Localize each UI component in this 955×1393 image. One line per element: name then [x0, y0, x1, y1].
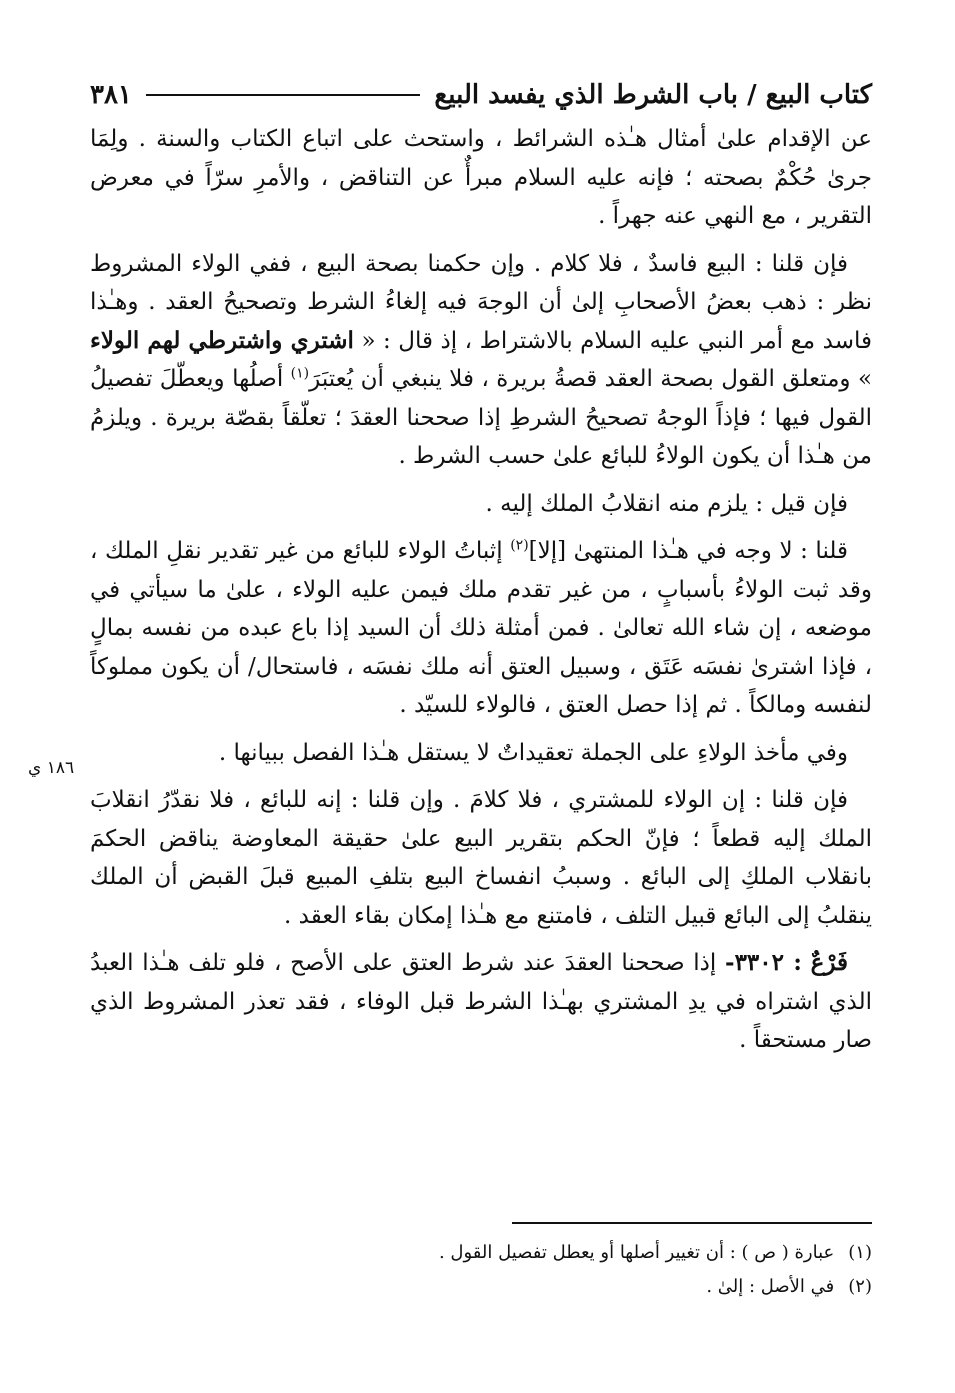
- paragraph-3-text: فإن قيل : يلزم منه انقلابُ الملك إليه .: [485, 490, 848, 517]
- page: [90, 70, 872, 1069]
- paragraph-1-text: عن الإقدام علىٰ أمثال هـٰذه الشرائط ، واستحث على اتباع الكتاب والسنة . ولِمَا جرىٰ حُكْمٌ بصحته ؛ فإنه عليه السلام مبرأٌ عن التناقض ، والأمرِ سرّاً في معرض التقرير ، مع النهي عنه جهراً .: [90, 126, 872, 229]
- footnote-ref-2: (٢): [510, 537, 529, 554]
- paragraph-4-text-a: قلنا : لا وجه في هـٰذا المنتهىٰ [إلا]: [528, 538, 848, 564]
- paragraph-4-text-b: إثباتُ الولاء للبائع من غير تقدير نقلِ الملك ، وقد ثبت الولاءُ بأسبابٍ ، من غير تقدم ملك فيمن عليه الولاء ، علىٰ ما سيأتي في موضعه ، إن شاء الله تعالىٰ . فمن أمثلة ذلك أن السيد إذا باع عبده من نفسه بمالٍ ، فإذا اشترىٰ نفسَه عَتَق ، وسبيل العتق أنه ملك نفسَه ، فاستحال/ أن يكون مملوكاً لنفسه ومالكاً . ثم إذا حصل العتق ، فالولاء للسيّد .: [90, 538, 872, 718]
- header-rule: [146, 94, 421, 96]
- paragraph-6-text: فإن قلنا : إن الولاء للمشتري ، فلا كلامَ . وإن قلنا : إنه للبائع ، فلا نقدّرُ انقلابَ الملك إليه قطعاً ؛ فإنّ الحكم بتقرير البيع علىٰ حقيقة المعاوضة يناقض الحكمَ بانقلاب الملكِ إلى البائع . وسببُ انفساخ البيع بتلفِ المبيع قبلَ القبض أن الملك ينقلبُ إلى البائع قبيل التلف ، فامتنع مع هـٰذا إمكان بقاء العقد .: [90, 787, 872, 929]
- branch-label: فَرْعٌ: [810, 949, 849, 976]
- main-text: [90, 120, 872, 1060]
- paragraph-2-text-c: أصلُها ويعطّلَ تفصيلُ القول فيها ؛ فإذاً الوجهُ تصحيحُ الشرطِ إذا صححنا العقدَ ؛ تعلّقاً بقصّة بريرة . ويلزمُ من هـٰذا أن يكون الولاءُ للبائع علىٰ حسب الشرط .: [90, 366, 872, 469]
- margin-manuscript-ref: ١٨٦ ي: [28, 758, 75, 778]
- paragraph-2-text-a: فإن قلنا : البيع فاسدٌ ، فلا كلام . وإن حكمنا بصحة البيع ، ففي الولاء المشروط نظر : ذهب بعضُ الأصحابِ إلىٰ أن الوجهَ فيه إلغاءُ الشرط وتصحيحُ العقد . وهـٰذا فاسد مع أمر النبي عليه السلام بالاشتراط ، إذ قال : «: [90, 250, 872, 354]
- paragraph-7: [90, 944, 872, 1060]
- paragraph-4: [90, 532, 872, 725]
- footnote-2-number: (٢): [848, 1276, 872, 1297]
- paragraph-3: [90, 485, 872, 524]
- footnote-2: [120, 1270, 872, 1304]
- running-header: [90, 70, 872, 120]
- paragraph-2-text-b: » ومتعلق القول بصحة العقد قصةُ بريرة ، فلا ينبغي أن يُعتبَرَ: [309, 366, 873, 392]
- hadith-quote: اشتري واشترطي لهم الولاء: [90, 326, 354, 354]
- footnote-2-text: في الأصل : إلىٰ .: [706, 1276, 835, 1297]
- paragraph-1: [90, 120, 872, 236]
- header-title: كتاب البيع / باب الشرط الذي يفسد البيع: [434, 80, 872, 110]
- footnote-1: [120, 1236, 872, 1270]
- footnotes: [120, 1236, 872, 1304]
- footnote-1-number: (١): [848, 1242, 872, 1263]
- footnote-separator: [512, 1222, 872, 1224]
- paragraph-2: [90, 245, 872, 476]
- paragraph-5-text: وفي مأخذ الولاءِ على الجملة تعقيداتٌ لا يستقل هـٰذا الفصل ببيانها .: [218, 739, 848, 766]
- footnote-1-text: عبارة ( ص ) : أن تغيير أصلها أو يعطل تفصيل القول .: [438, 1242, 835, 1263]
- paragraph-7-text: إذا صححنا العقدَ عند شرط العتق على الأصح ، فلو تلف هـٰذا العبدُ الذي اشتراه في يدِ المشتري بهـٰذا الشرط قبل الوفاء ، فقد تعذر المشروط الذي صار مستحقاً .: [90, 950, 872, 1053]
- issue-number: : ٣٣٠٢-: [725, 949, 802, 976]
- footnote-ref-1: (١): [290, 365, 310, 382]
- paragraph-5: [90, 734, 872, 773]
- page-number: ٣٨١: [90, 80, 132, 110]
- paragraph-6: [90, 781, 872, 935]
